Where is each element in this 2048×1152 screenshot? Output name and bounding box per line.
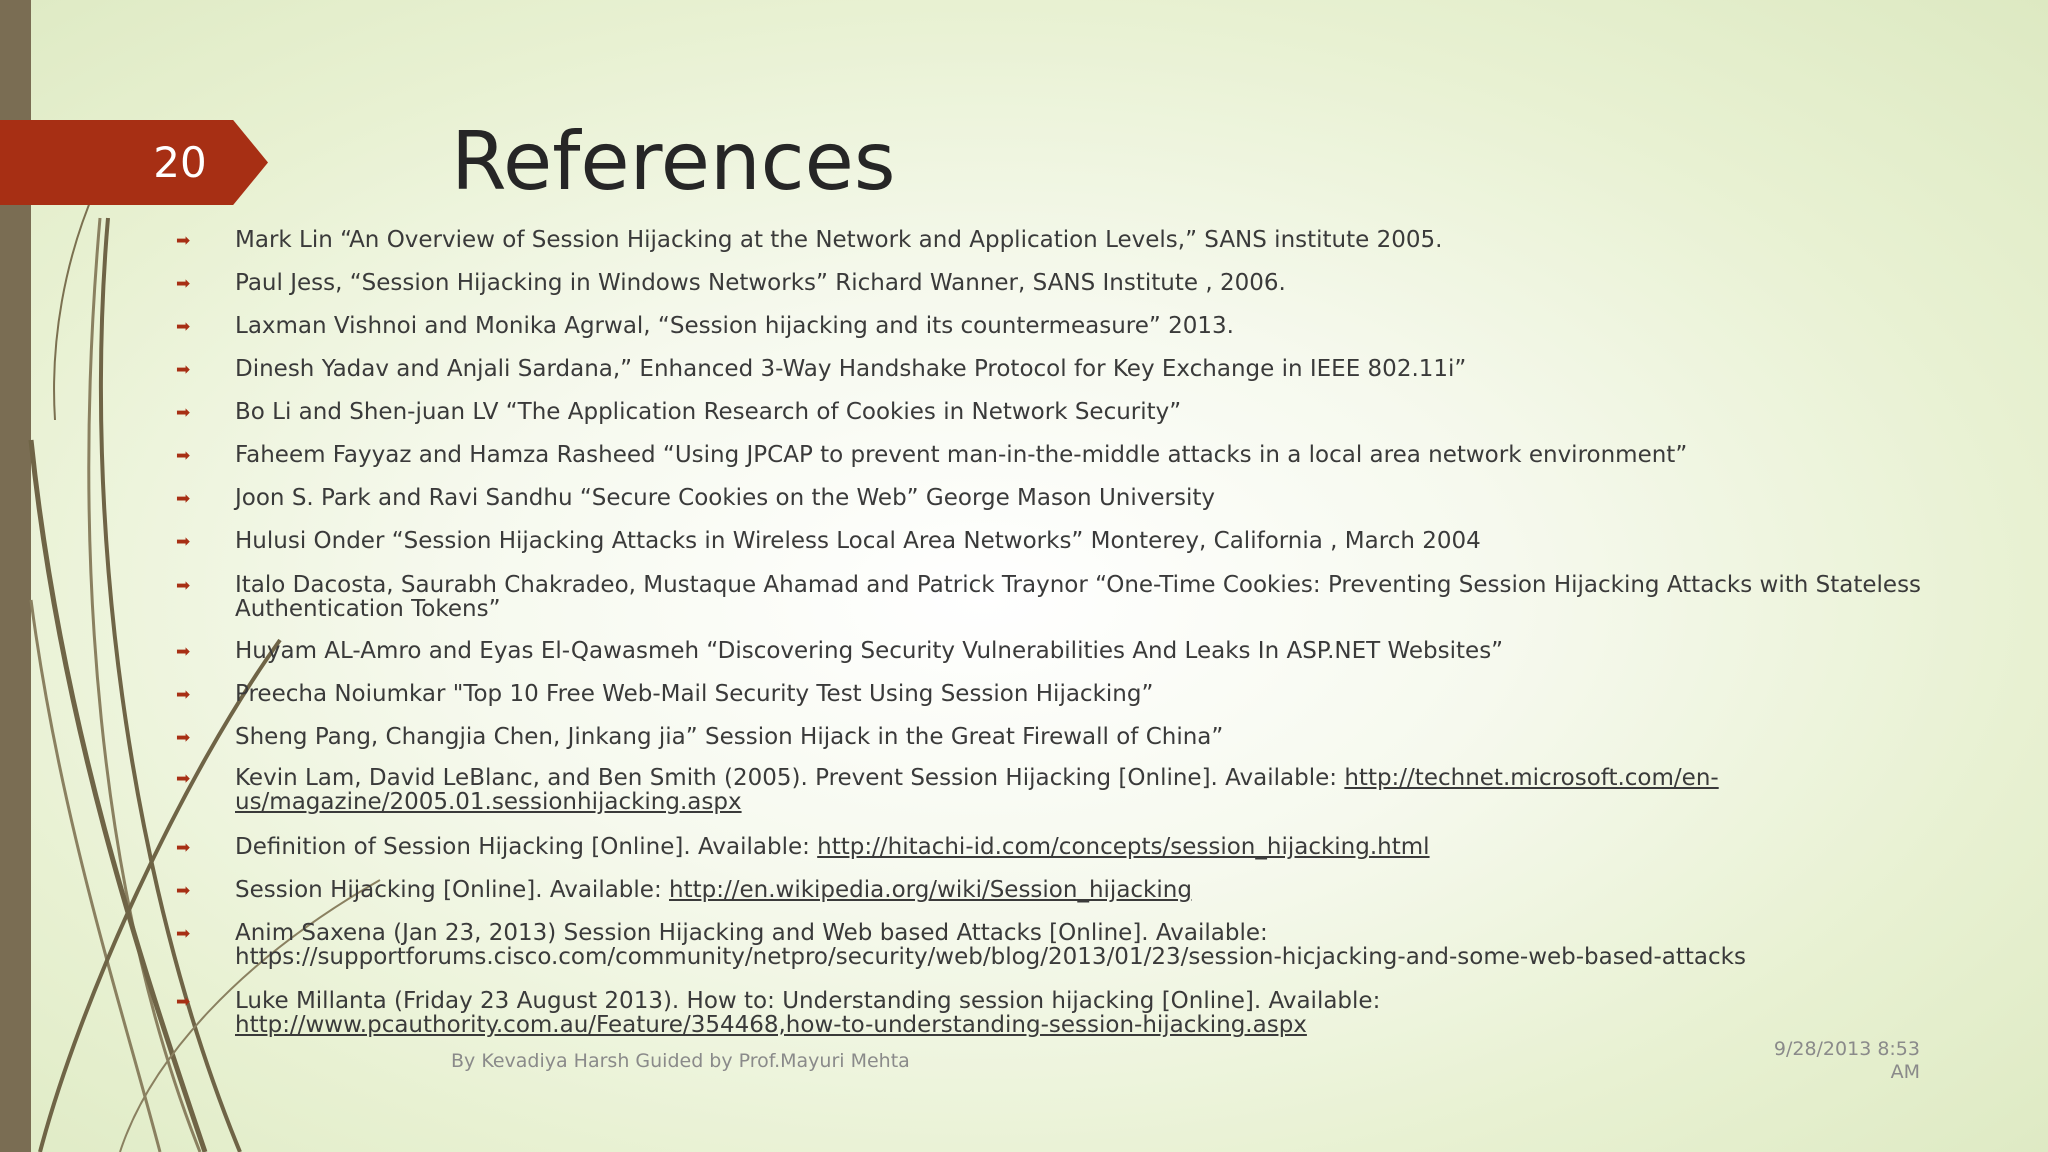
reference-item	[176, 573, 1986, 621]
reference-citation: Joon S. Park and Ravi Sandhu “Secure Cookies on the Web” George Mason University	[235, 485, 1215, 511]
reference-item	[176, 228, 1986, 252]
reference-item	[176, 989, 1986, 1037]
reference-citation: Anim Saxena (Jan 23, 2013) Session Hijacking and Web based Attacks [Online]. Available: https://supportforums.cisco.com/community/netpro/security/web/blog/2013/01/23/session-hicjacking-and-some-web-based-attacks	[235, 920, 1746, 970]
reference-text	[235, 573, 1986, 621]
footer-credit: By Kevadiya Harsh Guided by Prof.Mayuri Mehta	[451, 1050, 910, 1072]
reference-item	[176, 921, 1986, 969]
reference-citation: Huyam AL-Amro and Eyas El-Qawasmeh “Discovering Security Vulnerabilities And Leaks In ASP.NET Websites”	[235, 638, 1504, 664]
reference-item	[176, 766, 1986, 814]
reference-citation: Laxman Vishnoi and Monika Agrwal, “Session hijacking and its countermeasure” 2013.	[235, 313, 1234, 339]
reference-text	[235, 989, 1986, 1037]
reference-citation: Luke Millanta (Friday 23 August 2013). How to: Understanding session hijacking [Online]. Available:	[235, 988, 1381, 1014]
reference-text	[235, 878, 1986, 902]
reference-item	[176, 529, 1986, 553]
reference-citation: Definition of Session Hijacking [Online]. Available:	[235, 834, 818, 860]
arrow-bullet-icon: ➡	[176, 881, 191, 901]
reference-item	[176, 835, 1986, 859]
reference-item	[176, 314, 1986, 338]
reference-item	[176, 271, 1986, 295]
reference-text	[235, 725, 1986, 749]
reference-item	[176, 443, 1986, 467]
arrow-bullet-icon: ➡	[176, 576, 191, 596]
reference-text	[235, 271, 1986, 295]
reference-link[interactable]: http://hitachi-id.com/concepts/session_hijacking.html	[817, 834, 1430, 860]
arrow-bullet-icon: ➡	[176, 532, 191, 552]
reference-text	[235, 639, 1986, 663]
reference-citation: Sheng Pang, Changjia Chen, Jinkang jia” Session Hijack in the Great Firewall of China”	[235, 724, 1224, 750]
reference-citation: Hulusi Onder “Session Hijacking Attacks in Wireless Local Area Networks” Monterey, California , March 2004	[235, 528, 1481, 554]
reference-text	[235, 766, 1986, 814]
reference-item	[176, 725, 1986, 749]
arrow-bullet-icon: ➡	[176, 838, 191, 858]
reference-item	[176, 878, 1986, 902]
reference-citation: Mark Lin “An Overview of Session Hijacking at the Network and Application Levels,” SANS institute 2005.	[235, 227, 1443, 253]
reference-text	[235, 921, 1986, 969]
reference-citation: Faheem Fayyaz and Hamza Rasheed “Using JPCAP to prevent man-in-the-middle attacks in a local area network environment”	[235, 442, 1688, 468]
arrow-bullet-icon: ➡	[176, 685, 191, 705]
reference-text	[235, 682, 1986, 706]
footer-date: 9/28/2013 8:53 AM	[1773, 1038, 1920, 1083]
reference-citation: Preecha Noiumkar "Top 10 Free Web-Mail Security Test Using Session Hijacking”	[235, 681, 1154, 707]
slide-number: 20	[153, 138, 207, 187]
reference-item	[176, 486, 1986, 510]
reference-item	[176, 400, 1986, 424]
reference-text	[235, 529, 1986, 553]
reference-text	[235, 357, 1986, 381]
arrow-bullet-icon: ➡	[176, 446, 191, 466]
reference-link[interactable]: http://www.pcauthority.com.au/Feature/354468,how-to-understanding-session-hijacking.aspx	[235, 1012, 1307, 1038]
slide-title: References	[451, 115, 896, 208]
arrow-bullet-icon: ➡	[176, 769, 191, 789]
reference-text	[235, 835, 1986, 859]
arrow-bullet-icon: ➡	[176, 317, 191, 337]
arrow-bullet-icon: ➡	[176, 360, 191, 380]
reference-citation: Paul Jess, “Session Hijacking in Windows Networks” Richard Wanner, SANS Institute , 2006.	[235, 270, 1286, 296]
arrow-bullet-icon: ➡	[176, 642, 191, 662]
reference-item	[176, 357, 1986, 381]
reference-citation: Session Hijacking [Online]. Available:	[235, 877, 670, 903]
reference-text	[235, 443, 1986, 467]
reference-citation: Italo Dacosta, Saurabh Chakradeo, Mustaque Ahamad and Patrick Traynor “One-Time Cookies: Preventing Session Hijacking Attacks with Stateless Authentication Tokens”	[235, 572, 1922, 622]
reference-citation: Bo Li and Shen-juan LV “The Application Research of Cookies in Network Security”	[235, 399, 1182, 425]
reference-text	[235, 228, 1986, 252]
reference-citation: Kevin Lam, David LeBlanc, and Ben Smith (2005). Prevent Session Hijacking [Online]. Available:	[235, 765, 1345, 791]
arrow-bullet-icon: ➡	[176, 274, 191, 294]
arrow-bullet-icon: ➡	[176, 403, 191, 423]
arrow-bullet-icon: ➡	[176, 992, 191, 1012]
reference-citation: Dinesh Yadav and Anjali Sardana,” Enhanced 3-Way Handshake Protocol for Key Exchange in IEEE 802.11i”	[235, 356, 1467, 382]
arrow-bullet-icon: ➡	[176, 489, 191, 509]
reference-link[interactable]: http://technet.microsoft.com/en-us/magazine/2005.01.sessionhijacking.aspx	[235, 765, 1719, 815]
reference-text	[235, 400, 1986, 424]
arrow-bullet-icon: ➡	[176, 728, 191, 748]
reference-text	[235, 486, 1986, 510]
reference-item	[176, 639, 1986, 663]
reference-text	[235, 314, 1986, 338]
arrow-bullet-icon: ➡	[176, 924, 191, 944]
reference-item	[176, 682, 1986, 706]
arrow-bullet-icon: ➡	[176, 231, 191, 251]
reference-link[interactable]: http://en.wikipedia.org/wiki/Session_hijacking	[669, 877, 1192, 903]
